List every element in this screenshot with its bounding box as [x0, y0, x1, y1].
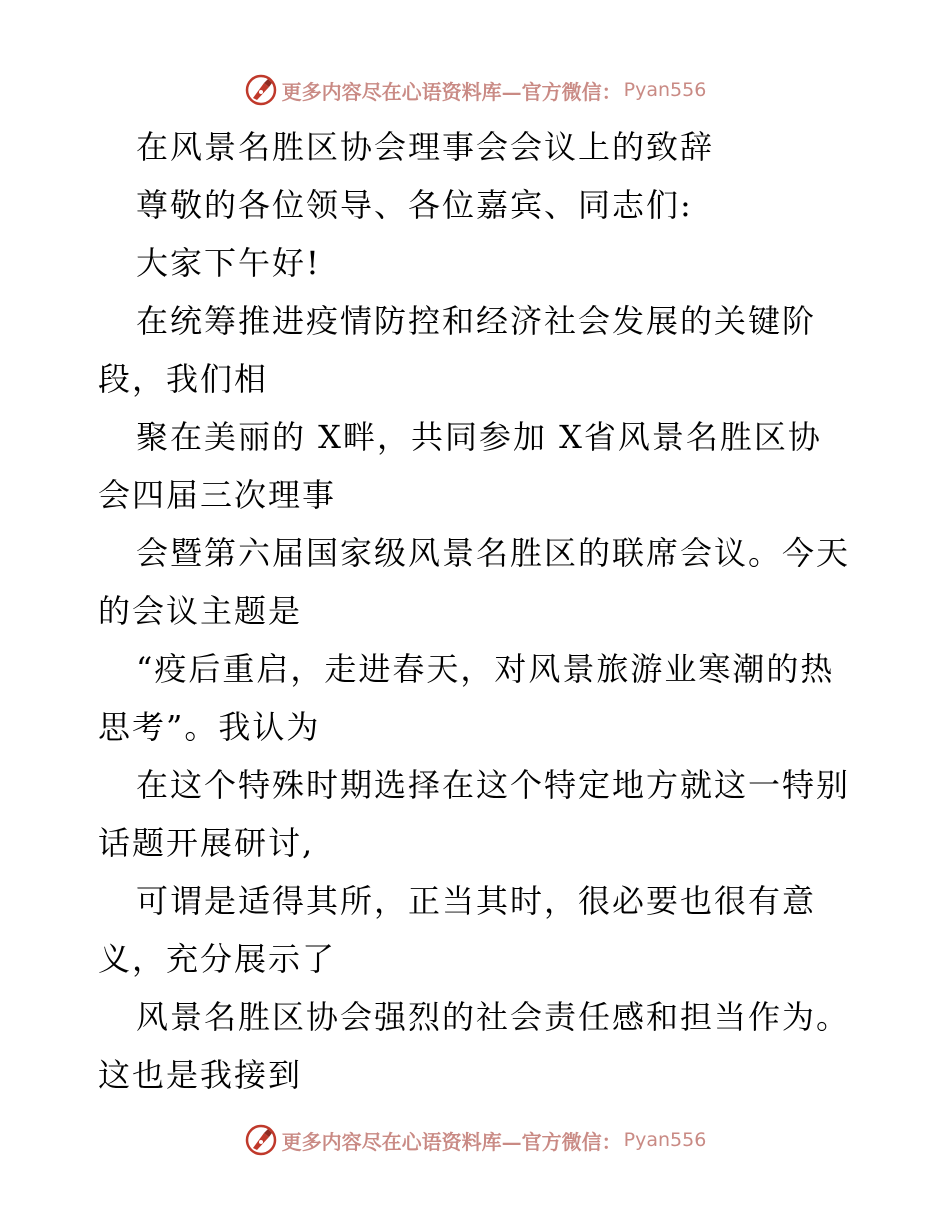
document-body	[98, 118, 868, 1104]
header-banner-text: 更多内容尽在心语资料库—官方微信：	[281, 79, 622, 104]
paragraph-line: 这也是我接到	[98, 1056, 303, 1094]
paragraph-line: 风景名胜区协会强烈的社会责任感和担当作为。	[136, 998, 851, 1036]
paragraph-line: 可谓是适得其所，正当其时，很必要也很有意	[136, 882, 817, 920]
paragraph-line: 会四届三次理事	[98, 476, 337, 514]
paragraph-line: 的会议主题是	[98, 592, 303, 630]
paragraph-line: “疫后重启，走进春天，对风景旅游业寒潮的热	[136, 650, 835, 688]
footer-banner	[0, 1120, 950, 1160]
paragraph-line: 聚在美丽的 X畔，共同参加 X省风景名胜区协	[136, 418, 822, 456]
paragraph-line: 在统筹推进疫情防控和经济社会发展的关键阶	[136, 302, 817, 340]
pen-nib-circle-icon	[244, 1123, 278, 1157]
document-title: 在风景名胜区协会理事会会议上的致辞	[136, 128, 715, 166]
pen-nib-circle-icon	[244, 73, 278, 107]
paragraph-line: 义，充分展示了	[98, 940, 337, 978]
footer-banner-text: 更多内容尽在心语资料库—官方微信：	[281, 1129, 622, 1154]
paragraph-line: 在这个特殊时期选择在这个特定地方就这一特别	[136, 766, 851, 804]
paragraph-line: 会暨第六届国家级风景名胜区的联席会议。今天	[136, 534, 851, 572]
paragraph-line: 思考”。我认为	[98, 708, 321, 746]
paragraph-line: 段，我们相	[98, 360, 269, 398]
footer-wechat-id: Pyan556	[623, 1129, 707, 1151]
paragraph-line: 话题开展研讨,	[98, 824, 315, 862]
header-banner	[0, 70, 950, 110]
salutation: 尊敬的各位领导、各位嘉宾、同志们:	[136, 186, 693, 224]
greeting: 大家下午好!	[136, 244, 321, 282]
header-wechat-id: Pyan556	[623, 79, 707, 101]
